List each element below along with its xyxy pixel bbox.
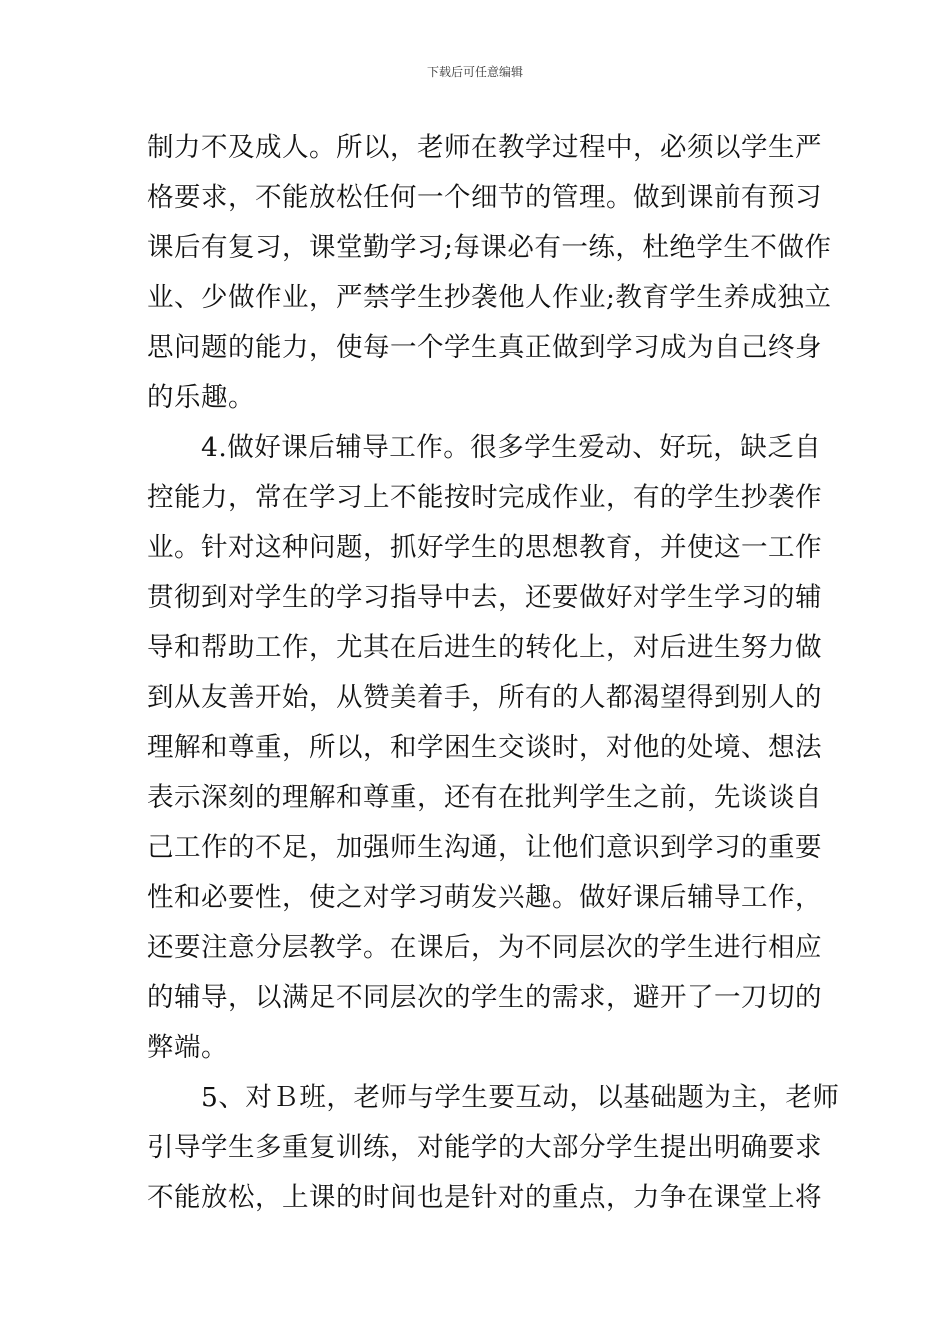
text-line: 还要注意分层教学。在课后，为不同层次的学生进行相应 xyxy=(147,932,822,963)
text-line: 的乐趣。 xyxy=(147,382,255,413)
text-line: 制力不及成人。所以，老师在教学过程中，必须以学生严 xyxy=(147,132,822,163)
text-line: 控能力，常在学习上不能按时完成作业，有的学生抄袭作 xyxy=(147,482,822,513)
text-line: 不能放松，上课的时间也是针对的重点，力争在课堂上将 xyxy=(147,1182,822,1213)
text-line: 弊端。 xyxy=(147,1032,228,1063)
text-line: 业。针对这种问题，抓好学生的思想教育，并使这一工作 xyxy=(147,532,822,563)
text-line: 导和帮助工作，尤其在后进生的转化上，对后进生努力做 xyxy=(147,632,822,663)
text-line: 的辅导，以满足不同层次的学生的需求，避开了一刀切的 xyxy=(147,982,822,1013)
text-line: 到从友善开始，从赞美着手，所有的人都渴望得到别人的 xyxy=(147,682,822,713)
text-line: 贯彻到对学生的学习指导中去，还要做好对学生学习的辅 xyxy=(147,582,822,613)
text-line: 业、少做作业，严禁学生抄袭他人作业;教育学生养成独立 xyxy=(147,282,832,313)
text-line: 格要求，不能放松任何一个细节的管理。做到课前有预习 xyxy=(147,182,822,213)
text-line: 思问题的能力，使每一个学生真正做到学习成为自己终身 xyxy=(147,332,822,363)
text-line: 5、对Ｂ班，老师与学生要互动，以基础题为主，老师 xyxy=(147,1082,840,1113)
text-line: 性和必要性，使之对学习萌发兴趣。做好课后辅导工作， xyxy=(147,882,822,913)
text-line: 4.做好课后辅导工作。很多学生爱动、好玩，缺乏自 xyxy=(147,432,822,463)
text-line: 课后有复习，课堂勤学习;每课必有一练，杜绝学生不做作 xyxy=(147,232,832,263)
text-line: 表示深刻的理解和尊重，还有在批判学生之前，先谈谈自 xyxy=(147,782,822,813)
document-body xyxy=(147,123,840,1223)
text-line: 己工作的不足，加强师生沟通，让他们意识到学习的重要 xyxy=(147,832,822,863)
page-header: 下载后可任意编辑 xyxy=(426,65,523,79)
text-line: 理解和尊重，所以，和学困生交谈时，对他的处境、想法 xyxy=(147,732,822,763)
text-line: 引导学生多重复训练，对能学的大部分学生提出明确要求 xyxy=(147,1132,822,1163)
